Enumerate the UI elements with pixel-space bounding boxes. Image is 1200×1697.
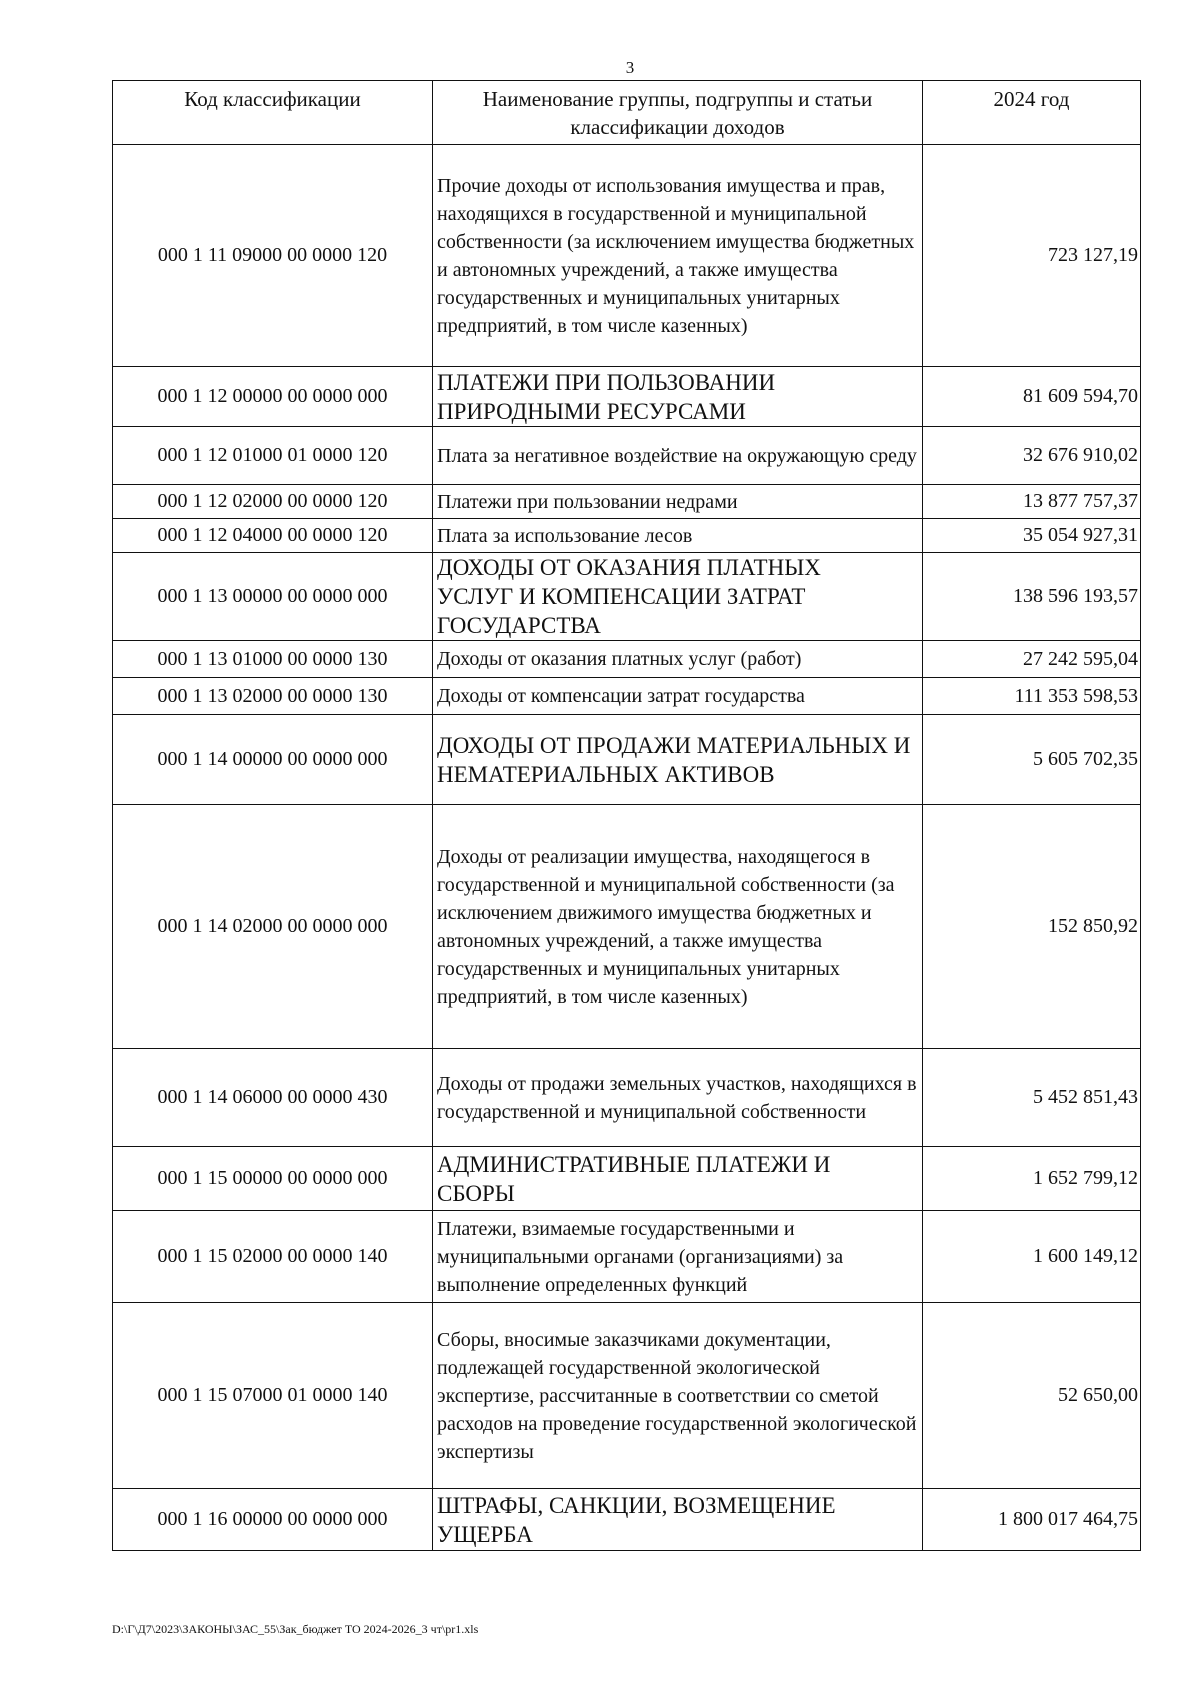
header-code: Код классификации [113,81,433,145]
row-name: Доходы от продажи земельных участков, находящихся в государственной и муниципальной собственности [433,1049,923,1147]
row-amount: 5 605 702,35 [923,715,1141,805]
row-name: Платежи, взимаемые государственными и муниципальными органами (организациями) за выполнение определенных функций [433,1211,923,1303]
row-code: 000 1 15 02000 00 0000 140 [113,1211,433,1303]
table-row [113,805,1141,1049]
row-amount: 27 242 595,04 [923,641,1141,678]
row-name: Плата за негативное воздействие на окружающую среду [433,427,923,485]
table-row [113,367,1141,427]
row-code: 000 1 14 00000 00 0000 000 [113,715,433,805]
row-code: 000 1 16 00000 00 0000 000 [113,1489,433,1551]
row-name: ШТРАФЫ, САНКЦИИ, ВОЗМЕЩЕНИЕ УЩЕРБА [433,1489,923,1551]
row-code: 000 1 13 02000 00 0000 130 [113,678,433,715]
row-code: 000 1 15 07000 01 0000 140 [113,1303,433,1489]
row-amount: 52 650,00 [923,1303,1141,1489]
row-amount: 138 596 193,57 [923,553,1141,641]
table-row [113,1489,1141,1551]
row-code: 000 1 11 09000 00 0000 120 [113,145,433,367]
table-row [113,641,1141,678]
row-amount: 32 676 910,02 [923,427,1141,485]
row-name: Доходы от компенсации затрат государства [433,678,923,715]
row-amount: 111 353 598,53 [923,678,1141,715]
row-name: Платежи при пользовании недрами [433,485,923,519]
table-row [113,678,1141,715]
row-amount: 5 452 851,43 [923,1049,1141,1147]
header-name: Наименование группы, подгруппы и статьи классификации доходов [433,81,923,145]
row-code: 000 1 12 01000 01 0000 120 [113,427,433,485]
row-code: 000 1 12 02000 00 0000 120 [113,485,433,519]
row-code: 000 1 13 00000 00 0000 000 [113,553,433,641]
revenue-table [112,80,1141,1551]
table-row [113,1049,1141,1147]
table-row [113,553,1141,641]
table-row [113,1211,1141,1303]
table-row [113,715,1141,805]
table-row [113,1303,1141,1489]
row-code: 000 1 13 01000 00 0000 130 [113,641,433,678]
page-number: 3 [625,58,635,77]
row-amount: 152 850,92 [923,805,1141,1049]
row-amount: 1 652 799,12 [923,1147,1141,1211]
table-row [113,485,1141,519]
row-name: ДОХОДЫ ОТ ПРОДАЖИ МАТЕРИАЛЬНЫХ И НЕМАТЕРИАЛЬНЫХ АКТИВОВ [433,715,923,805]
row-amount: 1 800 017 464,75 [923,1489,1141,1551]
row-code: 000 1 14 06000 00 0000 430 [113,1049,433,1147]
table-row [113,427,1141,485]
table-row [113,519,1141,553]
row-name: ПЛАТЕЖИ ПРИ ПОЛЬЗОВАНИИ ПРИРОДНЫМИ РЕСУРСАМИ [433,367,923,427]
row-name: Прочие доходы от использования имущества и прав, находящихся в государственной и муниципальной собственности (за исключением имущества бюджетных и автономных учреждений, а также имущества государственных и муниципальных унитарных предприятий, в том числе казенных) [433,145,923,367]
row-amount: 1 600 149,12 [923,1211,1141,1303]
table-row [113,145,1141,367]
row-amount: 13 877 757,37 [923,485,1141,519]
row-amount: 723 127,19 [923,145,1141,367]
row-name: АДМИНИСТРАТИВНЫЕ ПЛАТЕЖИ И СБОРЫ [433,1147,923,1211]
header-year: 2024 год [923,81,1141,145]
row-amount: 35 054 927,31 [923,519,1141,553]
row-name: Плата за использование лесов [433,519,923,553]
row-amount: 81 609 594,70 [923,367,1141,427]
row-code: 000 1 12 00000 00 0000 000 [113,367,433,427]
table-row [113,1147,1141,1211]
row-name: Доходы от реализации имущества, находящегося в государственной и муниципальной собственности (за исключением движимого имущества бюджетных и автономных учреждений, а также имущества государственных и муниципальных унитарных предприятий, в том числе казенных) [433,805,923,1049]
row-code: 000 1 14 02000 00 0000 000 [113,805,433,1049]
row-name: ДОХОДЫ ОТ ОКАЗАНИЯ ПЛАТНЫХ УСЛУГ И КОМПЕНСАЦИИ ЗАТРАТ ГОСУДАРСТВА [433,553,923,641]
row-name: Сборы, вносимые заказчиками документации, подлежащей государственной экологической экспертизе, рассчитанные в соответствии со сметой расходов на проведение государственной экологической экспертизы [433,1303,923,1489]
table-header-row [113,81,1141,145]
footer-file-path: D:\Г\Д7\2023\ЗАКОНЫ\ЗАС_55\Зак_бюджет ТО 2024-2026_3 чт\pr1.xls [112,1622,479,1636]
row-name: Доходы от оказания платных услуг (работ) [433,641,923,678]
row-code: 000 1 15 00000 00 0000 000 [113,1147,433,1211]
row-code: 000 1 12 04000 00 0000 120 [113,519,433,553]
